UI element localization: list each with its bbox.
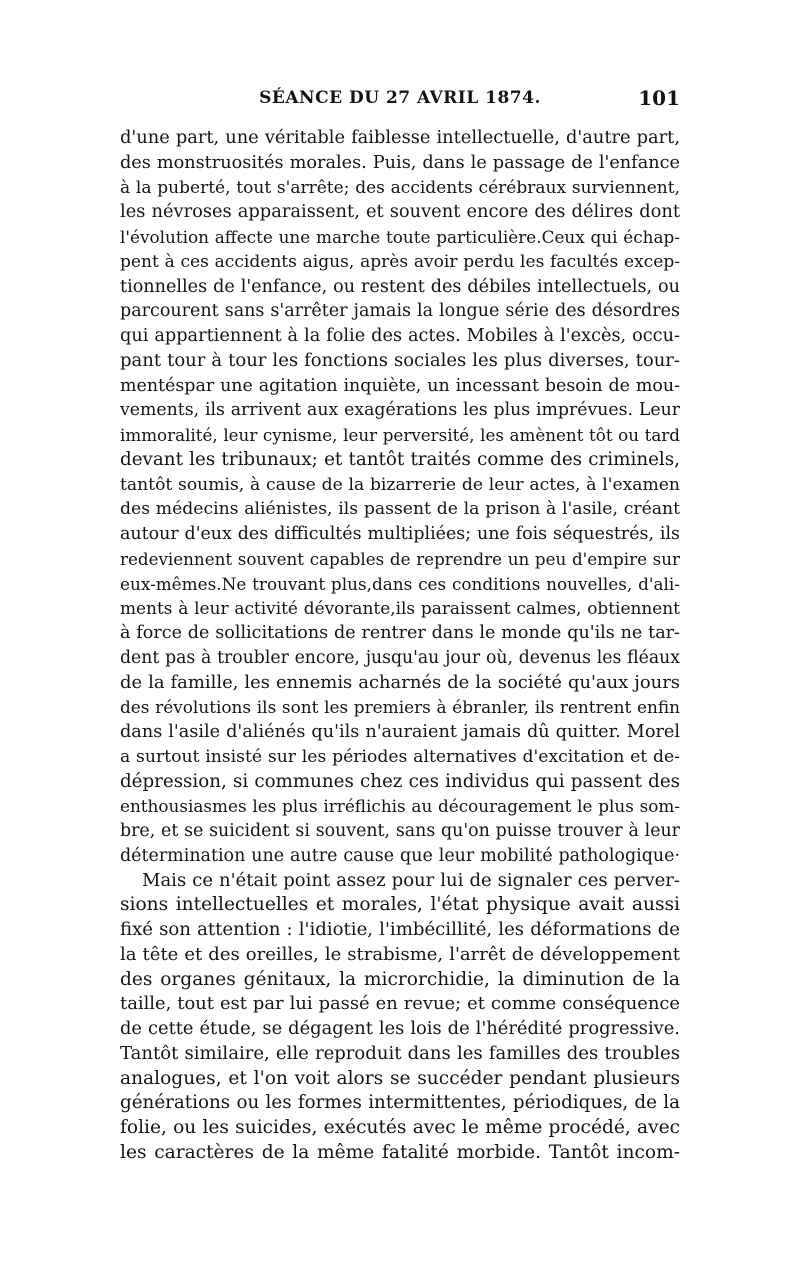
text-line: tionnelles de l'enfance, ou restent des débiles intellectuels, ou <box>120 276 680 297</box>
text-line: bre, et se suicident si souvent, sans qu'on puisse trouver à leur <box>120 821 680 841</box>
text-line: de la famille, les ennemis acharnés de la société qu'aux jours <box>120 671 680 693</box>
running-head <box>120 88 680 122</box>
text-line: d'une part, une véritable faiblesse intellectuelle, d'autre part, <box>120 127 680 148</box>
text-line: mentéspar une agitation inquiète, un incessant besoin de mou- <box>120 375 680 396</box>
text-line: détermination une autre cause que leur mobilité pathologique· <box>120 845 680 866</box>
text-line: sions intellectuelles et morales, l'état physique avait aussi <box>120 894 680 916</box>
text-line: dépression, si communes chez ces individus qui passent des <box>120 770 680 792</box>
text-line: des médecins aliénistes, ils passent de la prison à l'asile, créant <box>120 499 680 520</box>
text-line: folie, ou les suicides, exécutés avec le même procédé, avec <box>120 1117 680 1138</box>
text-line: enthousiasmes les plus irréflichis au découragement le plus som- <box>120 796 680 817</box>
text-line: qui appartiennent à la folie des actes. Mobiles à l'excès, occu- <box>120 326 680 346</box>
text-line: dent pas à troubler encore, jusqu'au jour où, devenus les fléaux <box>120 647 680 668</box>
text-line: redeviennent souvent capables de reprendre un peu d'empire sur <box>120 548 680 569</box>
text-line: eux-mêmes.Ne trouvant plus,dans ces conditions nouvelles, d'ali- <box>120 573 680 594</box>
text-line: l'évolution affecte une marche toute particulière.Ceux qui échap- <box>120 227 680 247</box>
text-line: a surtout insisté sur les périodes alternatives d'excitation et de- <box>120 746 680 767</box>
text-line: Tantôt similaire, elle reproduit dans les familles des troubles <box>120 1042 680 1064</box>
text-line: analogues, et l'on voit alors se succéder pendant plusieurs <box>120 1067 680 1089</box>
text-line: immoralité, leur cynisme, leur perversité, les amènent tôt ou tard <box>120 425 680 445</box>
text-line: pant tour à tour les fonctions sociales les plus diverses, tour- <box>120 349 680 371</box>
text-line: la tête et des oreilles, le strabisme, l'arrêt de développement <box>120 943 680 965</box>
text-line: générations ou les formes intermittentes, périodiques, de la <box>120 1092 680 1114</box>
text-line: taille, tout est par lui passé en revue; et comme conséquence <box>120 993 680 1015</box>
text-line: des monstruosités morales. Puis, dans le passage de l'enfance <box>120 152 680 173</box>
text-line: tantôt soumis, à cause de la bizarrerie de leur actes, à l'examen <box>120 474 680 495</box>
text-line: fixé son attention : l'idiotie, l'imbécillité, les déformations de <box>120 919 680 940</box>
text-line: à force de sollicitations de rentrer dans le monde qu'ils ne tar- <box>120 623 680 643</box>
text-line: devant les tribunaux; et tantôt traités comme des criminels, <box>120 448 680 470</box>
text-line: vements, ils arrivent aux exagérations les plus imprévues. Leur <box>120 400 680 421</box>
text-line: les névroses apparaissent, et souvent encore des délires dont <box>120 201 680 223</box>
text-line: des organes génitaux, la microrchidie, la diminution de la <box>120 968 680 990</box>
text-line: des révolutions ils sont les premiers à ébranler, ils rentrent enfin <box>120 697 680 718</box>
text-line: les caractères de la même fatalité morbide. Tantôt incom- <box>120 1141 680 1163</box>
page-number: 101 <box>638 86 680 110</box>
text-line: autour d'eux des difficultés multipliées; une fois séquestrés, ils <box>120 524 680 544</box>
text-line: parcourent sans s'arrêter jamais la longue série des désordres <box>120 301 680 322</box>
text-line: pent à ces accidents aigus, après avoir perdu les facultés excep- <box>120 251 680 272</box>
text-line: dans l'asile d'aliénés qu'ils n'auraient jamais dû quitter. Morel <box>120 722 680 742</box>
text-line: à la puberté, tout s'arrête; des accidents cérébraux surviennent, <box>120 177 680 198</box>
text-line: de cette étude, se dégagent les lois de l'hérédité progressive. <box>120 1018 680 1039</box>
body-text <box>120 126 680 1166</box>
text-line: ments à leur activité dévorante,ils paraissent calmes, obtiennent <box>120 598 680 619</box>
running-title: SÉANCE DU 27 AVRIL 1874. <box>259 88 541 108</box>
text-line: Mais ce n'était point assez pour lui de signaler ces perver- <box>142 869 680 891</box>
